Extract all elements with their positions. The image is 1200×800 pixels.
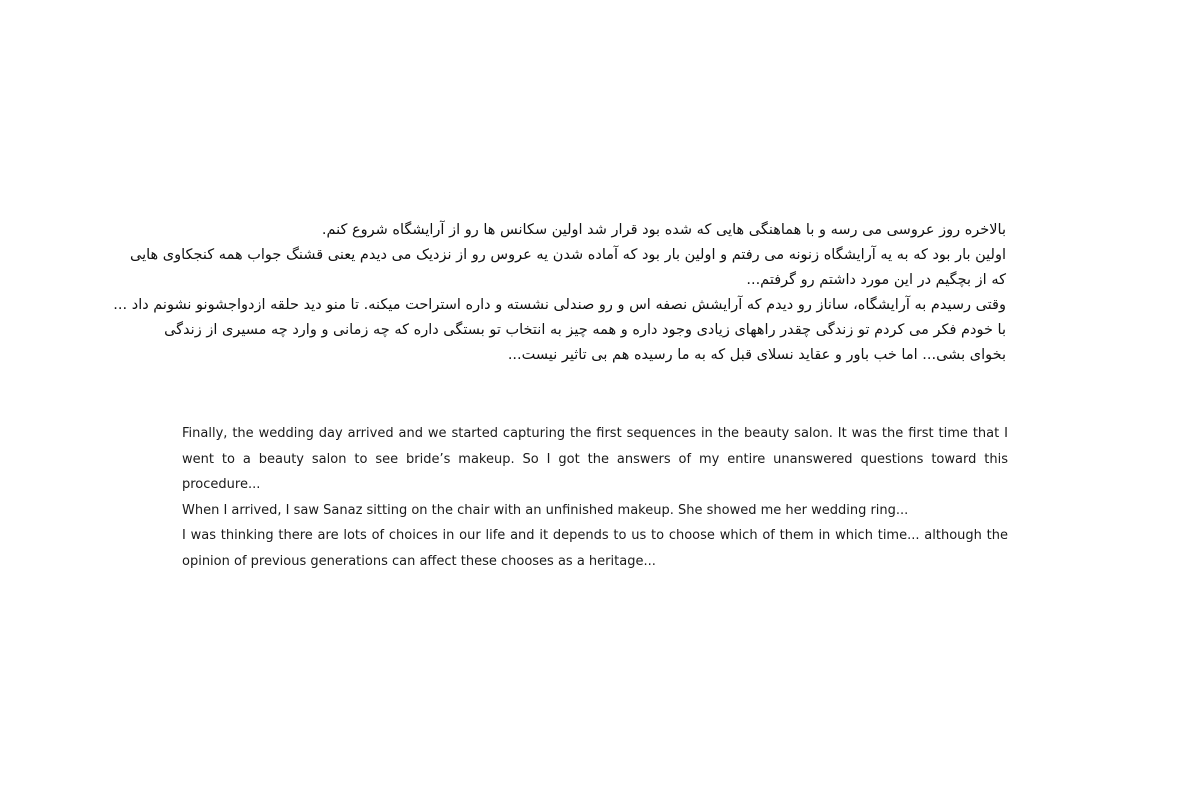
persian-text-block bbox=[113, 218, 1006, 368]
english-paragraph: I was thinking there are lots of choices in our life and it depends to us to choose which of them in which time... although the opinion of previous generations can affect these chooses as a heritage... bbox=[182, 528, 1008, 569]
english-paragraph: When I arrived, I saw Sanaz sitting on the chair with an unfinished makeup. She showed me her wedding ring... bbox=[182, 502, 909, 518]
persian-line: وقتی رسیدم به آرایشگاه، ساناز رو دیدم که آرایشش نصفه اس و رو صندلی نشسته و داره استراحت میکنه. تا منو دید حلقه ازدواجشونو نشونم داد ... bbox=[113, 297, 1006, 313]
persian-line: بالاخره روز عروسی می رسه و با هماهنگی هایی که شده بود قرار شد اولین سکانس ها رو از آرایشگاه شروع کنم. bbox=[321, 222, 1006, 238]
persian-line: که از بچگیم در این مورد داشتم رو گرفتم... bbox=[746, 272, 1006, 288]
persian-line: بخوای بشی... اما خب باور و عقاید نسلای قبل که به ما رسیده هم بی تاثیر نیست... bbox=[507, 347, 1006, 363]
english-text-block bbox=[182, 421, 1008, 574]
persian-line: اولین بار بود که به یه آرایشگاه زنونه می رفتم و اولین بار بود که آماده شدن یه عروس رو از نزدیک می دیدم یعنی قشنگ جواب همه کنجکاوی هایی bbox=[129, 247, 1006, 263]
english-paragraph: Finally, the wedding day arrived and we started capturing the first sequences in the beauty salon. It was the first time that I went to a beauty salon to see bride’s makeup. So I got the answers of my entire unanswered questions toward this procedure... bbox=[182, 426, 1008, 492]
persian-line: با خودم فکر می کردم تو زندگی چقدر راههای زیادی وجود داره و همه چیز به انتخاب تو بستگی داره که چه زمانی و وارد چه مسیری از زندگی bbox=[164, 322, 1006, 338]
